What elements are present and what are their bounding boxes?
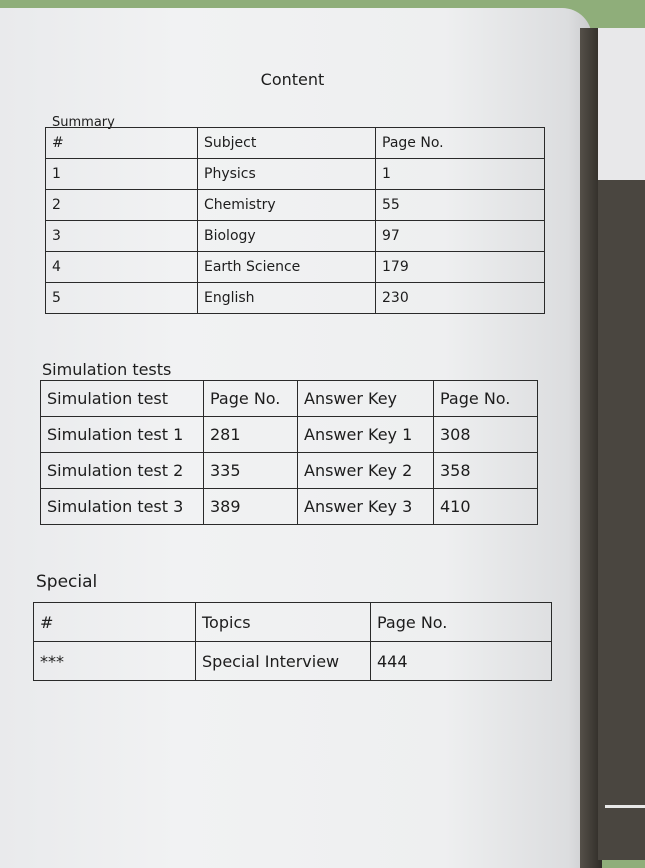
table-cell: Simulation test 2 xyxy=(41,453,204,489)
table-cell: Simulation test 1 xyxy=(41,417,204,453)
simulation-label: Simulation tests xyxy=(42,360,172,379)
table-cell: 230 xyxy=(376,283,545,314)
page-title: Content xyxy=(260,70,325,89)
table-cell: Chemistry xyxy=(198,190,376,221)
header-cell: Answer Key xyxy=(298,381,434,417)
table-cell: Answer Key 3 xyxy=(298,489,434,525)
header-cell: # xyxy=(34,603,196,642)
table-row xyxy=(46,159,545,190)
header-cell: Simulation test xyxy=(41,381,204,417)
table-cell: 335 xyxy=(204,453,298,489)
header-cell: Page No. xyxy=(434,381,538,417)
table-cell: 179 xyxy=(376,252,545,283)
table-cell: 1 xyxy=(46,159,198,190)
table-header-row xyxy=(41,381,538,417)
table-cell: Special Interview xyxy=(196,642,371,681)
table-cell: 444 xyxy=(371,642,552,681)
table-cell: 1 xyxy=(376,159,545,190)
special-label: Special xyxy=(36,572,98,592)
header-cell: Page No. xyxy=(376,128,545,159)
header-cell: # xyxy=(46,128,198,159)
header-cell: Page No. xyxy=(204,381,298,417)
table-cell: 4 xyxy=(46,252,198,283)
table-row xyxy=(41,489,538,525)
table-cell: Earth Science xyxy=(198,252,376,283)
table-header-row xyxy=(34,603,552,642)
summary-table xyxy=(45,127,545,314)
header-cell: Subject xyxy=(198,128,376,159)
table-cell: *** xyxy=(34,642,196,681)
table-cell: English xyxy=(198,283,376,314)
next-page xyxy=(598,28,645,188)
table-cell: Answer Key 2 xyxy=(298,453,434,489)
table-cell: Physics xyxy=(198,159,376,190)
table-cell: 308 xyxy=(434,417,538,453)
header-cell: Page No. xyxy=(371,603,552,642)
simulation-table xyxy=(40,380,538,525)
table-cell: Answer Key 1 xyxy=(298,417,434,453)
table-cell: 55 xyxy=(376,190,545,221)
table-cell: 358 xyxy=(434,453,538,489)
table-cell: 5 xyxy=(46,283,198,314)
table-row xyxy=(41,453,538,489)
table-cell: 281 xyxy=(204,417,298,453)
table-cell: Simulation test 3 xyxy=(41,489,204,525)
table-cell: 410 xyxy=(434,489,538,525)
book-cover xyxy=(598,180,645,860)
table-header-row xyxy=(46,128,545,159)
table-row xyxy=(46,252,545,283)
table-cell: 3 xyxy=(46,221,198,252)
table-row xyxy=(34,642,552,681)
table-cell: 2 xyxy=(46,190,198,221)
table-cell: 97 xyxy=(376,221,545,252)
table-cell: Biology xyxy=(198,221,376,252)
cover-stripe xyxy=(605,805,645,808)
special-table xyxy=(33,602,552,681)
table-cell: 389 xyxy=(204,489,298,525)
table-row xyxy=(46,190,545,221)
table-row xyxy=(46,221,545,252)
header-cell: Topics xyxy=(196,603,371,642)
table-row xyxy=(41,417,538,453)
table-row xyxy=(46,283,545,314)
summary-label: Summary xyxy=(52,115,115,130)
